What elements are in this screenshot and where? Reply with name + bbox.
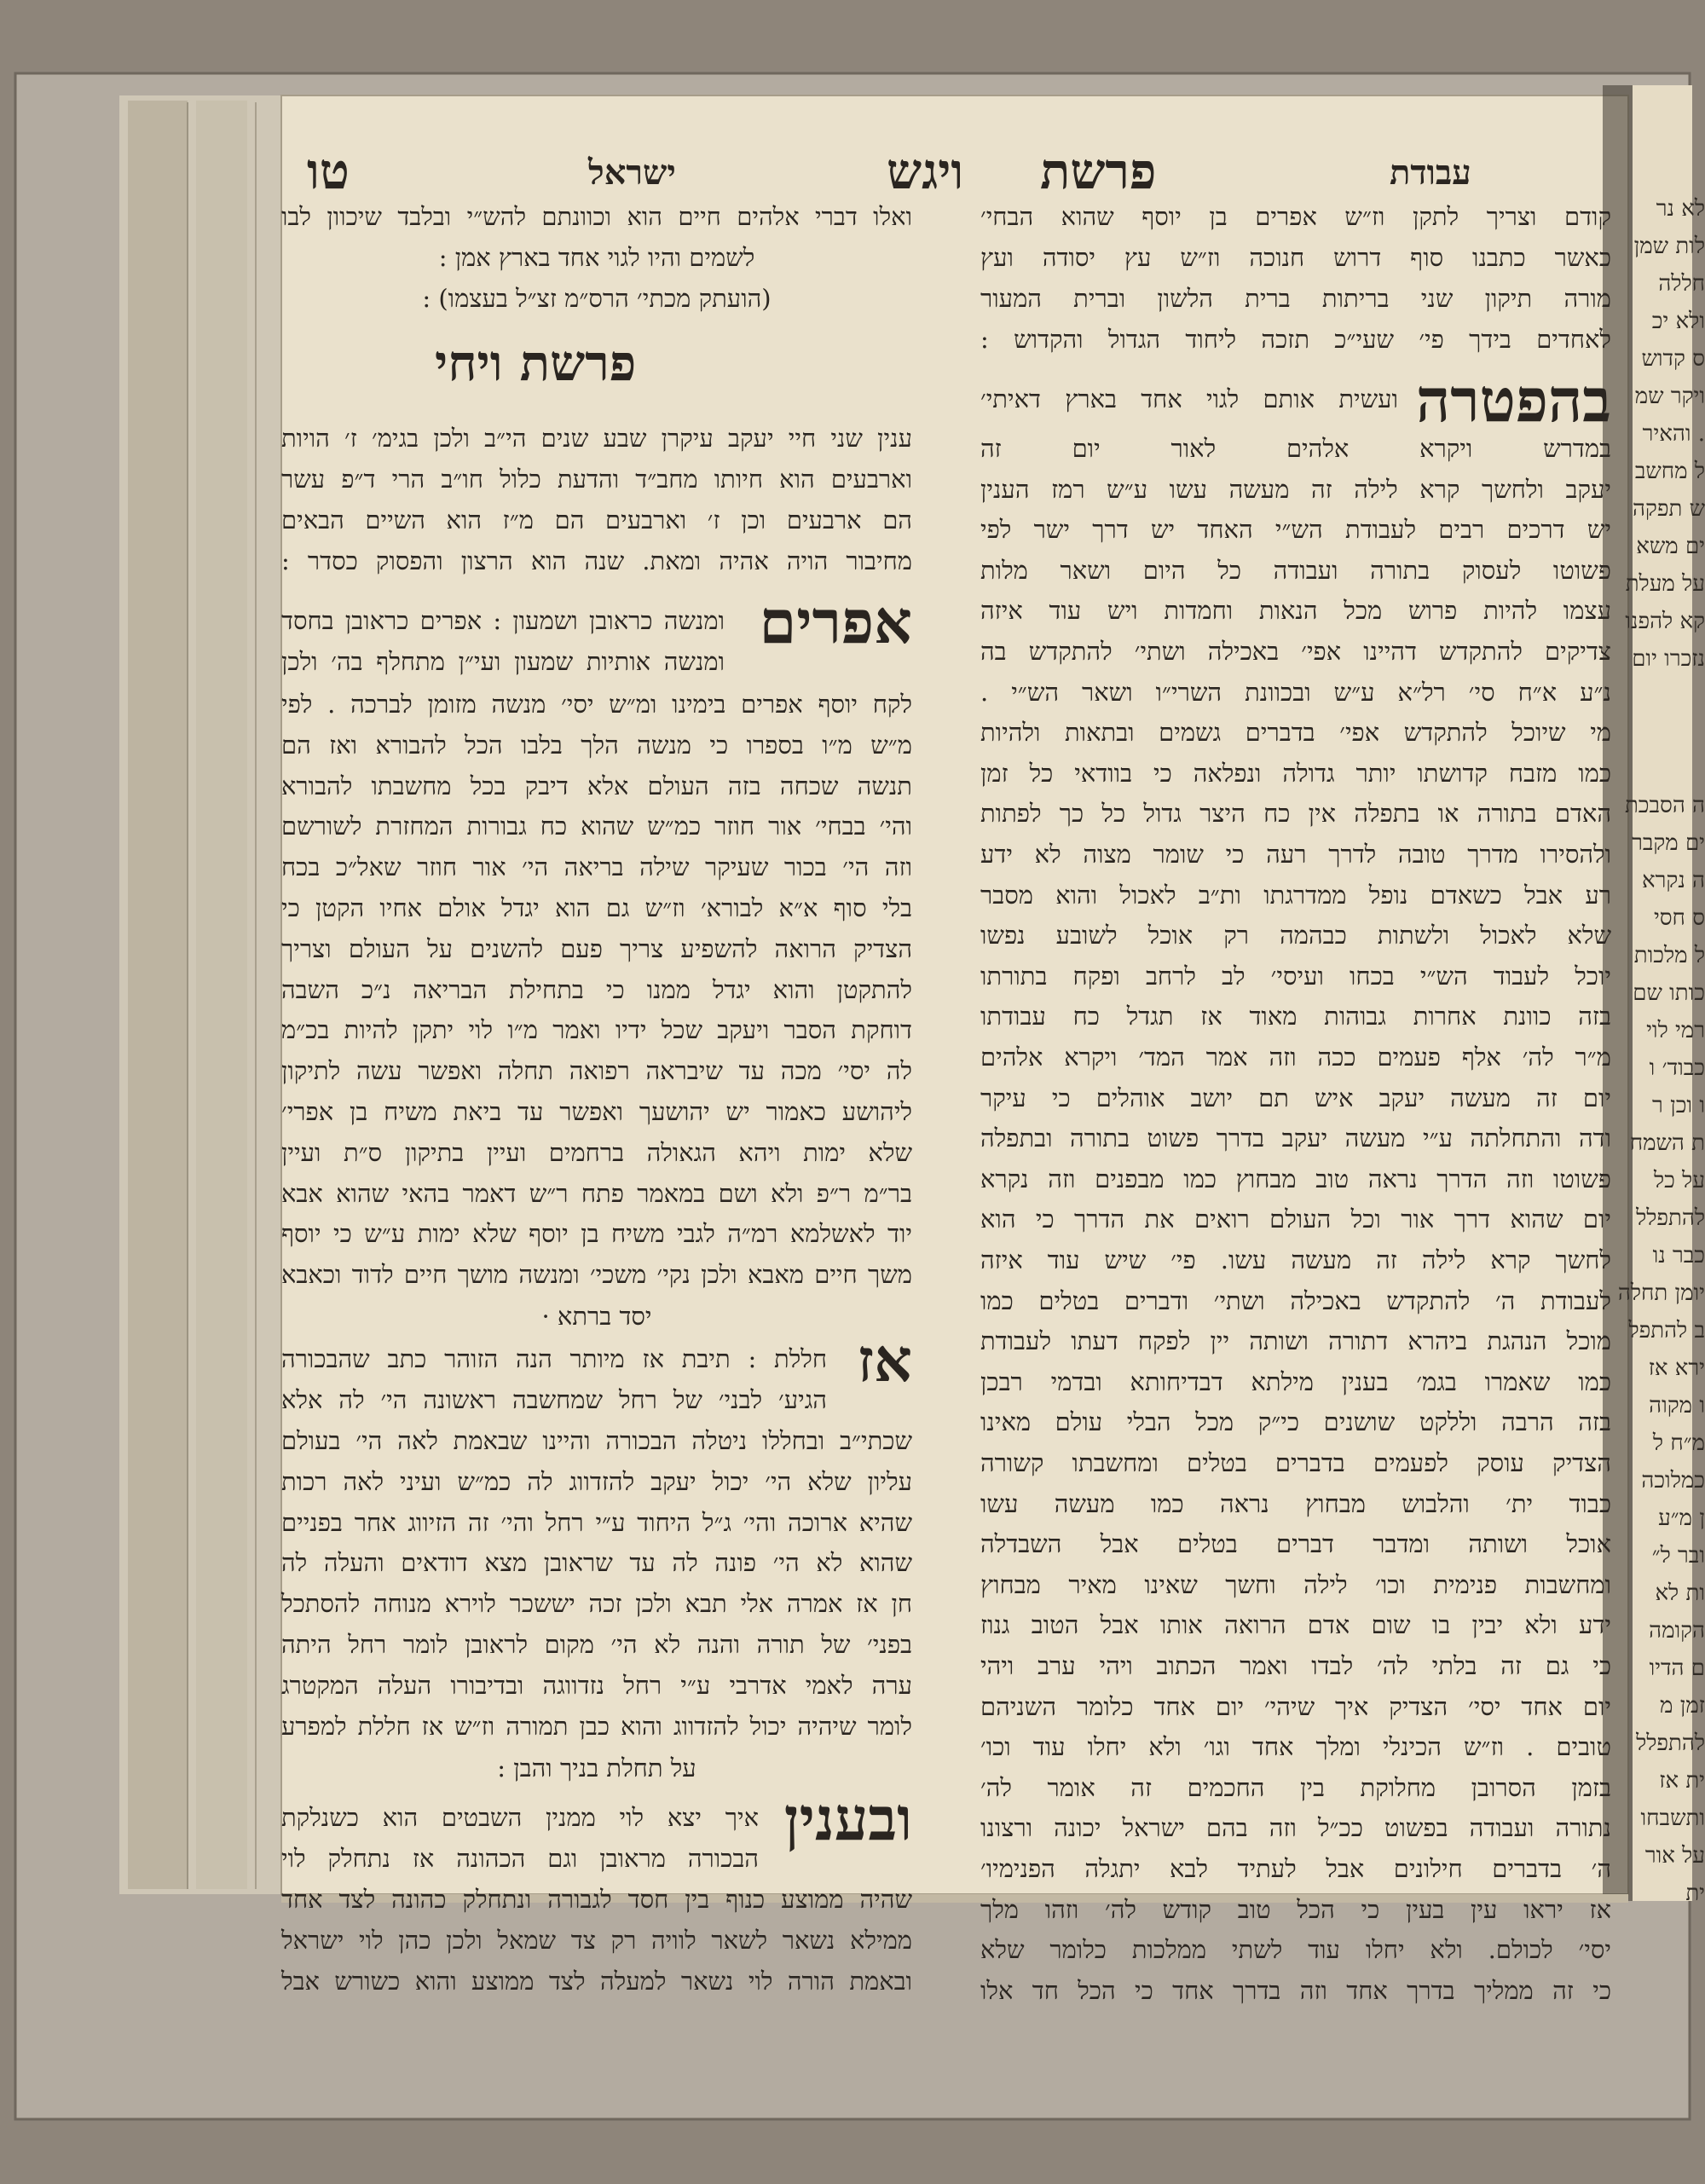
right-page-fragment: יומן תחלה <box>1617 1280 1705 1306</box>
text-line: מוכל הנהגת ביהרא דתורה ושותה יין לפקח דעתו לעבודת <box>980 1326 1611 1356</box>
right-page-fragment: ים מקבר <box>1632 830 1705 856</box>
right-page-fragment: ולא יכ <box>1651 309 1705 334</box>
text-line: לאחדים בידך פי׳ שעי״כ תזכה ליחוד הגדול והקדוש : <box>980 325 1611 354</box>
text-line: לעבודת ה׳ להתקדש באכילה ושתי׳ ודברים בטלים כמו <box>980 1286 1611 1315</box>
text-line: דוחקת הסבר ויעקב שכל ידיו ואמר מ״ו לוי יתקן להיות בכ״מ <box>281 1015 912 1045</box>
text-line: בזמן הסרובן מחלוקת בין החכמים זה אומר לה׳ <box>980 1772 1611 1802</box>
text-line: יעקב ולחשך קרא לילה זה מעשה עשו ע״ש רמז הענין <box>980 474 1611 504</box>
right-page-fragment: חללה <box>1658 271 1705 297</box>
right-page-fragment: ובר ל״ <box>1651 1543 1705 1569</box>
text-line: עצמו להיות פרוש מכל הנאות וחמדות ויש עוד איזה <box>980 596 1611 626</box>
text-line: ערה לאמי אדרבי ע״י רחל נזדווגה ובדיבורו העלה המקטרג <box>281 1670 912 1700</box>
right-page-fragment: זמן מ <box>1660 1693 1705 1719</box>
left-page <box>281 95 1611 2005</box>
uvinyan-heading: ובענין <box>783 1783 912 1854</box>
text-line: יש דרכים רבים לעבודת הש״י האחד יש דרך ישר לפי <box>980 515 1611 545</box>
text-line: יום זה מעשה יעקב איש תם יושב אוהלים כי עיקר <box>980 1083 1611 1112</box>
text-line: ומנשה כראובן ושמעון : אפרים כראובן בחסד <box>281 606 725 635</box>
text-line: שכתי״ב ובחללו ניטלה הבכורה והיינו שבאמת לאה הי׳ בעולם <box>281 1426 912 1455</box>
running-head-israel: ישראל <box>588 153 676 193</box>
right-page-fragment: כבוד׳ ו <box>1649 1055 1705 1081</box>
right-page-fragment: ותשבחו <box>1640 1806 1705 1831</box>
right-page-fragment: ויקר שמ <box>1634 384 1705 409</box>
text-line: נ״ע א״ח סי׳ רל״א ע״ש ובכוונת השרי״ו ושאר הש״י . <box>980 677 1611 707</box>
text-line: הגיע׳ לבני׳ של רחל שמחשבה ראשונה הי׳ לה אלא <box>281 1385 827 1414</box>
text-line: מ״ר לה׳ אלף פעמים ככה וזה אמר המד׳ ויקרא אלהים <box>980 1043 1611 1072</box>
text-line: לשמים והיו לגוי אחד בארץ אמן : <box>438 243 755 272</box>
right-page-fragment: ל מלכות <box>1633 943 1705 968</box>
right-page-fragment: ירא אז <box>1648 1355 1705 1381</box>
right-page-fragment: לות שמן <box>1633 234 1705 259</box>
text-line: יום אחד יסי׳ הצדיק איך שיהי׳ יום אחד כלומר השניהם <box>980 1691 1611 1721</box>
text-line: בר״מ ר״פ ולא ושם במאמר פתח ר״ש דאמר בהאי שהוא אבא <box>281 1178 912 1208</box>
right-page-sliver <box>1617 85 1705 1906</box>
text-line: חן אז אמרה אלי תבא ולכן זכה יששכר לוירא מנוחה להסתכל <box>281 1589 913 1619</box>
right-page-fragment: כמלוכה <box>1641 1468 1705 1494</box>
text-line: לחשך קרא לילה זה מעשה עשו. פי׳ שיש עוד איזה <box>980 1245 1611 1274</box>
right-page-fragment: על אור <box>1644 1843 1705 1869</box>
text-line: נתורה ועבודה בפשוט ככ״ל וזה בהם ישראל יכונה ורצונו <box>980 1813 1611 1843</box>
right-page-fragment: על כל <box>1653 1168 1705 1193</box>
text-line: פשוטו וזה הדרך נראה טוב מבחוץ כמו מבפנים וזה נקרא <box>980 1164 1611 1193</box>
text-line: עליון שלא הי׳ יכול יעקב להזדווג לה כמ״ש ועיני לאה רכות <box>281 1466 912 1496</box>
text-line: ליהושע כאמור יש יהושעך ואפשר עד ביאת משיח בן אפרי׳ <box>281 1097 912 1126</box>
text-line: להתקטן והוא יגדל ממנו כי בתחילת הבריאה נ״כ השבה <box>281 974 912 1004</box>
right-page-fragment: על מעלת <box>1625 571 1705 597</box>
right-page-fragment: כותו שם <box>1633 980 1705 1006</box>
text-line: קודם וצריך לתקן וז״ש אפרים בן יוסף שהוא הבחי׳ <box>980 202 1611 231</box>
text-line: שלא לאכול ולשתות כבהמה רק אוכל לשובע נפשו <box>980 921 1611 950</box>
text-line: ובאמת הורה לוי נשאר למעלה לצד ממוצע והוא כשורש אבל <box>281 1967 912 1996</box>
text-line: איך יצא לוי ממנין השבטים הוא כשנלקת <box>281 1803 759 1832</box>
text-line: בפני׳ של תורה והנה לא הי׳ מקום לראובן לומר רחל היתה <box>281 1630 912 1659</box>
text-line: האדם בתורה או בתפלה אין כח היצר גדול כל כך לפתות <box>980 799 1611 829</box>
text-line: לומר שיהיה יכול להזדווג והוא כבן תמורה וז״ש אז חללת למפרע <box>281 1711 912 1741</box>
text-line: מורה תיקון שני בריתות ברית הלשון וברית המעור <box>980 284 1611 313</box>
text-line: ממילא נשאר לשאר לוויה רק צד שמאל ולכן כהן לוי ישראל <box>281 1926 912 1955</box>
text-line: פשוטו לעסוק בתורה ועבודה כל היום ושאר מלות <box>980 555 1611 585</box>
text-line: ומנשה אותיות שמעון ועי״ן מתחלף בה׳ ולכן <box>281 647 725 676</box>
text-line: בלי סוף א״א לבורא׳ וז״ש גם הוא יגדל אולם אחיו הקטן כי <box>281 893 912 922</box>
right-page-fragment: ים משא <box>1636 534 1705 559</box>
text-line: ולהסירו מדרך טובה לדרך רעה כי שומר מצוה לא ידע <box>980 840 1611 869</box>
right-page-fragment: ל מחשב <box>1634 459 1705 484</box>
text-line: אוכל ושותה ומדבר דברים בטלים אבל השבדלה <box>980 1529 1611 1559</box>
right-page-fragment: ו מקוה <box>1649 1393 1705 1418</box>
text-line: תנשה שכחה בזה העולם אלא דיבק בכל מחשבתו להבורא <box>281 771 912 800</box>
right-page-fragment: להתפלל <box>1636 1205 1705 1231</box>
text-line: כאשר כתבנו סוף דרוש חנוכה וז״ש עץ יסודה ועץ <box>980 243 1611 272</box>
text-line: על תחלת בניך והבן : <box>497 1754 696 1782</box>
text-line: ועשית אותם לגוי אחד בארץ דאיתי׳ <box>980 384 1398 413</box>
right-page-fragment: להתפלל <box>1636 1730 1705 1756</box>
text-line: ידע ולא יבין בו שום אדם הרואה אותו אבל הטוב גנוז <box>980 1610 1611 1640</box>
right-page-fragment: . והאיר <box>1642 421 1705 447</box>
ephraim-heading: אפרים <box>759 586 912 657</box>
right-page-fragment: רמי לוי <box>1646 1018 1705 1043</box>
text-line: כי גם זה בלתי לה׳ לבדו ואמר הכתוב ויהי ערב ויהי <box>980 1651 1611 1680</box>
text-line: לקח יוסף אפרים בימינו ומ״ש יסי׳ מנשה מזומן לברכה . לפי <box>281 690 912 719</box>
text-line: ענין שני חיי יעקב עיקרן שבע שנים הי״ב ולכן בגימ׳ ז׳ הויות <box>281 424 912 453</box>
text-line: כמו שאמרו בגמ׳ בענין מילתא דבדיחותא ובדמי רבכן <box>980 1366 1611 1396</box>
text-line: כי זה ממליך בדרך אחד וזה בדרך אחד כי הכל חד אלו <box>980 1975 1611 2005</box>
text-line: שהוא לא הי׳ פונה לה עד שראובן מצא דודאים והעלה לה <box>281 1548 912 1578</box>
haftarah-heading: בהפטרה <box>1415 365 1611 436</box>
text-line: וזה הי׳ בכור שעיקר שילה בריאה הי׳ אור חוזר שאל״כ בכח <box>281 852 912 882</box>
right-page-fragment: ה נקרא <box>1642 868 1705 893</box>
text-line: צדיקים להתקדש דהיינו אפי׳ באכילה ושתי׳ להתקדש בה <box>980 637 1611 666</box>
text-line: בזה הרבה וללקט שושנים כי״ק מכל הבלי עולם מאינו <box>980 1407 1611 1437</box>
right-page-fragment: ם הדיו <box>1649 1655 1705 1681</box>
text-line: יוד לאשלמא רמ״ה לגבי משיח בן יוסף שלא ימות ע״ש כי יוסף <box>281 1219 912 1249</box>
text-line: הבכורה מראובן וגם הכהונה אז נתחלק לוי <box>281 1844 759 1873</box>
running-head-avodat: עבודת <box>1390 153 1471 193</box>
text-line: כבוד ית׳ והלבוש מבחוץ נראה כמו מעשה עשו <box>980 1488 1611 1518</box>
text-line: (הועתק מכתי׳ הרס״מ זצ״ל בעצמו) : <box>422 284 772 313</box>
text-line: ומחשבות פנימית וכו׳ לילה וחשך שאינו מאיר מבחוץ <box>980 1569 1611 1599</box>
right-page-fragment: ה הסבכת <box>1624 793 1705 818</box>
right-page-fragment: ית אז <box>1659 1768 1705 1794</box>
parsha-title: פרשת ויחי <box>435 334 637 392</box>
text-line: הצדיק עוסק לפעמים בדברים בטלים ומחשבתו קשורה <box>980 1448 1611 1477</box>
right-page-fragment: נזכרו יום <box>1632 646 1705 672</box>
text-line: אז יראו עין בעין כי הכל טוב קודש לה׳ וזהו מלך <box>980 1894 1611 1924</box>
text-line: ודה והתחלתה ע״י מעשה יעקב בדרך פשוט בתורה ובתפלה <box>980 1124 1611 1153</box>
text-line: חללת : תיבת אז מיותר הנה הזוהר כתב שהבכורה <box>281 1344 827 1373</box>
running-head-vayigash: ויגש <box>887 142 964 200</box>
right-page-fragment: ב להתפל <box>1628 1318 1705 1343</box>
text-line: שלא ימות ויהא הגאולה ברחמים ועיין בתיקון ס״ת ועיין <box>281 1137 912 1167</box>
text-line: הצדיק הרואה להשפיע צריך פעם להשנים על העולם וצריך <box>281 933 912 963</box>
text-line: וארבעים הוא חיותו מחב״ד והדעת כלול חו״ב הרי ד״פ עשר <box>281 465 912 494</box>
text-line: שהיה ממוצע כנוף בין חסד לגבורה ונתחלק כהונה לצד אחד <box>281 1885 912 1914</box>
text-line: במדרש ויקרא אלהים לאור יום זה <box>980 434 1611 463</box>
text-line: הם ארבעים וכן ז׳ וארבעים הם מ״ז הוא השיים הבאים <box>281 506 912 534</box>
text-line: שהיא ארוכה והי׳ ג״ל היחוד ע״י רחל והי׳ זה הזיווג אחר בפניים <box>281 1507 912 1537</box>
right-page-fragment: ית <box>1685 1881 1705 1906</box>
text-line: יסד ברתא · <box>541 1302 652 1331</box>
text-line: ה׳ בדברים חילונים אבל לעתיד לבא יתגלה הפנימיו׳ <box>980 1854 1611 1883</box>
right-page-fragment: ן מ״ע <box>1658 1505 1705 1531</box>
right-page-fragment: ס קדוש <box>1641 346 1705 372</box>
text-line: מ״ש מ״ו בספרו כי מנשה הלך בלבו הכל להבורא ואז הם <box>281 730 912 760</box>
text-line: טובים . וז״ש הכינלי ומלך אחד וגו׳ ולא יחלו עוד וכו׳ <box>980 1732 1611 1762</box>
text-line: יוכל לעבוד הש״י בכחו ועיסי׳ לב לרחב ופקח בתורתו <box>980 961 1611 991</box>
right-page-fragment: ו וכן ר <box>1652 1093 1705 1118</box>
text-line: כמו מזבח קדושתו יותר גדולה ונפלאה כי בוודאי כל זמן <box>980 758 1611 788</box>
right-page-fragment: ס חסי <box>1653 905 1705 931</box>
right-page-fragment: קא להפנו <box>1625 609 1705 634</box>
text-line: לה יסי׳ מכה עד שיבראה רפואה תחלה ואפשר עשה לתיקון <box>281 1056 912 1086</box>
right-page-fragment: מ״ח ל <box>1652 1430 1705 1456</box>
right-page-fragment: לא נר <box>1656 196 1705 222</box>
text-line: מחיבור הויה אהיה ומאת. שנה הוא הרצון והפסוק כסדר : <box>281 546 912 575</box>
text-line: ואלו דברי אלהים חיים הוא וכוונתם להש״י ובלבד שיכוון לבו <box>281 202 912 231</box>
right-page-fragment: ות לא <box>1655 1580 1705 1606</box>
right-page-fragment: ש תפקה <box>1632 496 1705 522</box>
text-line: משך חיים מאבא ולכן נקי׳ משכי׳ ומנשה מושך חיים לדוד וכאבא <box>281 1260 912 1290</box>
folio-number: טו <box>307 142 350 200</box>
text-line: יסי׳ לכולם. ולא יחלו עוד לשתי ממלכות כלומר שלא <box>980 1935 1611 1965</box>
right-page-fragment: ת השמח <box>1629 1130 1705 1156</box>
right-page-fragment: הקומה <box>1649 1618 1705 1644</box>
text-line: רע אבל כשאדם נופל ממדרגתו ות״ב לאכול והוא מסבר <box>980 880 1611 910</box>
text-line: מי שיוכל להתקדש אפי׳ בדברים גשמים ובתאות ולהיות <box>980 718 1611 748</box>
text-line: והי׳ בבחי׳ אור חוזר כמ״ש שהוא כח גבורות המחזרת לשורשם <box>281 812 912 841</box>
az-heading: אז <box>857 1325 912 1395</box>
right-page-fragment: כבר נו <box>1652 1243 1705 1268</box>
text-line: בזה כוונת אחרות גבוהות מאוד אז תגדל כח עבודתו <box>980 1002 1611 1031</box>
running-head-parshat: פרשת <box>1040 142 1157 200</box>
text-line: יום שהוא דרך אור וכל העולם רואים את הדרך כי הוא <box>980 1205 1611 1234</box>
